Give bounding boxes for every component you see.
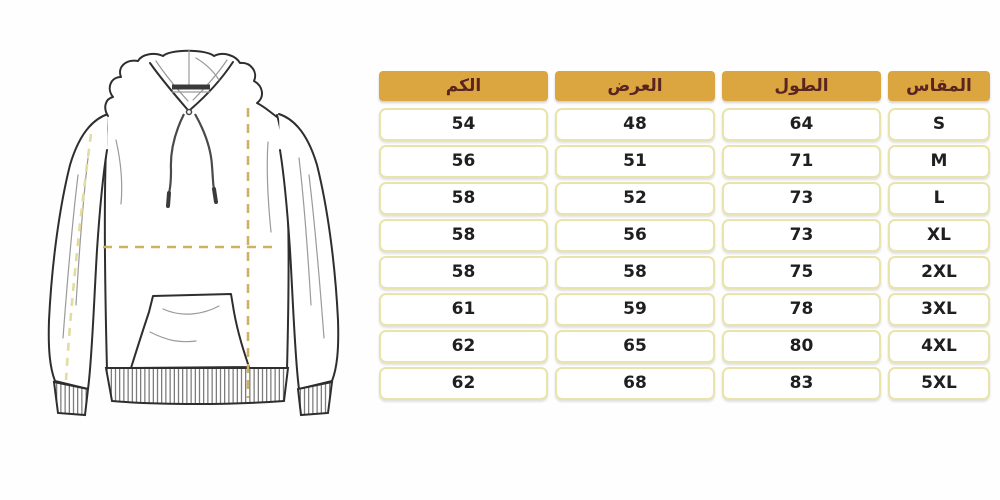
length-cell: 64 xyxy=(722,108,881,141)
sleeve-cell: 62 xyxy=(379,330,548,363)
table-row-4XL xyxy=(376,330,990,363)
hoodie-cuff-left xyxy=(54,382,88,415)
sleeve-cell: 62 xyxy=(379,367,548,400)
hoodie-technical-drawing xyxy=(0,0,370,460)
sleeve-cell: 54 xyxy=(379,108,548,141)
length-cell: 78 xyxy=(722,293,881,326)
width-cell: 58 xyxy=(555,256,715,289)
width-cell: 56 xyxy=(555,219,715,252)
width-cell: 48 xyxy=(555,108,715,141)
size-cell: S xyxy=(888,108,990,141)
table-row-3XL xyxy=(376,293,990,326)
sleeve-cell: 56 xyxy=(379,145,548,178)
sleeve-cell: 61 xyxy=(379,293,548,326)
hoodie-cuff-right xyxy=(298,382,332,415)
length-cell: 75 xyxy=(722,256,881,289)
length-cell: 71 xyxy=(722,145,881,178)
length-cell: 83 xyxy=(722,367,881,400)
size-cell: 5XL xyxy=(888,367,990,400)
table-row-XL xyxy=(376,219,990,252)
sleeve-cell: 58 xyxy=(379,219,548,252)
table-row-5XL xyxy=(376,367,990,400)
width-cell: 68 xyxy=(555,367,715,400)
column-header-size: المقاس xyxy=(888,71,990,101)
table-body xyxy=(376,108,990,400)
size-cell: 3XL xyxy=(888,293,990,326)
width-cell: 52 xyxy=(555,182,715,215)
sleeve-cell: 58 xyxy=(379,182,548,215)
size-cell: L xyxy=(888,182,990,215)
hoodie-hood xyxy=(105,50,277,132)
width-cell: 59 xyxy=(555,293,715,326)
size-table xyxy=(376,71,990,404)
column-header-length: الطول xyxy=(722,71,881,101)
table-row-2XL xyxy=(376,256,990,289)
table-row-L xyxy=(376,182,990,215)
width-cell: 65 xyxy=(555,330,715,363)
size-cell: M xyxy=(888,145,990,178)
width-cell: 51 xyxy=(555,145,715,178)
hoodie-hem-ribbing xyxy=(106,368,288,404)
table-row-M xyxy=(376,145,990,178)
column-header-sleeve: الكم xyxy=(379,71,548,101)
length-cell: 80 xyxy=(722,330,881,363)
size-cell: 2XL xyxy=(888,256,990,289)
sleeve-cell: 58 xyxy=(379,256,548,289)
table-header-row xyxy=(376,71,990,101)
hoodie-sleeve-left xyxy=(49,114,108,389)
table-row-S xyxy=(376,108,990,141)
column-header-width: العرض xyxy=(555,71,715,101)
length-cell: 73 xyxy=(722,219,881,252)
size-cell: 4XL xyxy=(888,330,990,363)
size-cell: XL xyxy=(888,219,990,252)
length-cell: 73 xyxy=(722,182,881,215)
